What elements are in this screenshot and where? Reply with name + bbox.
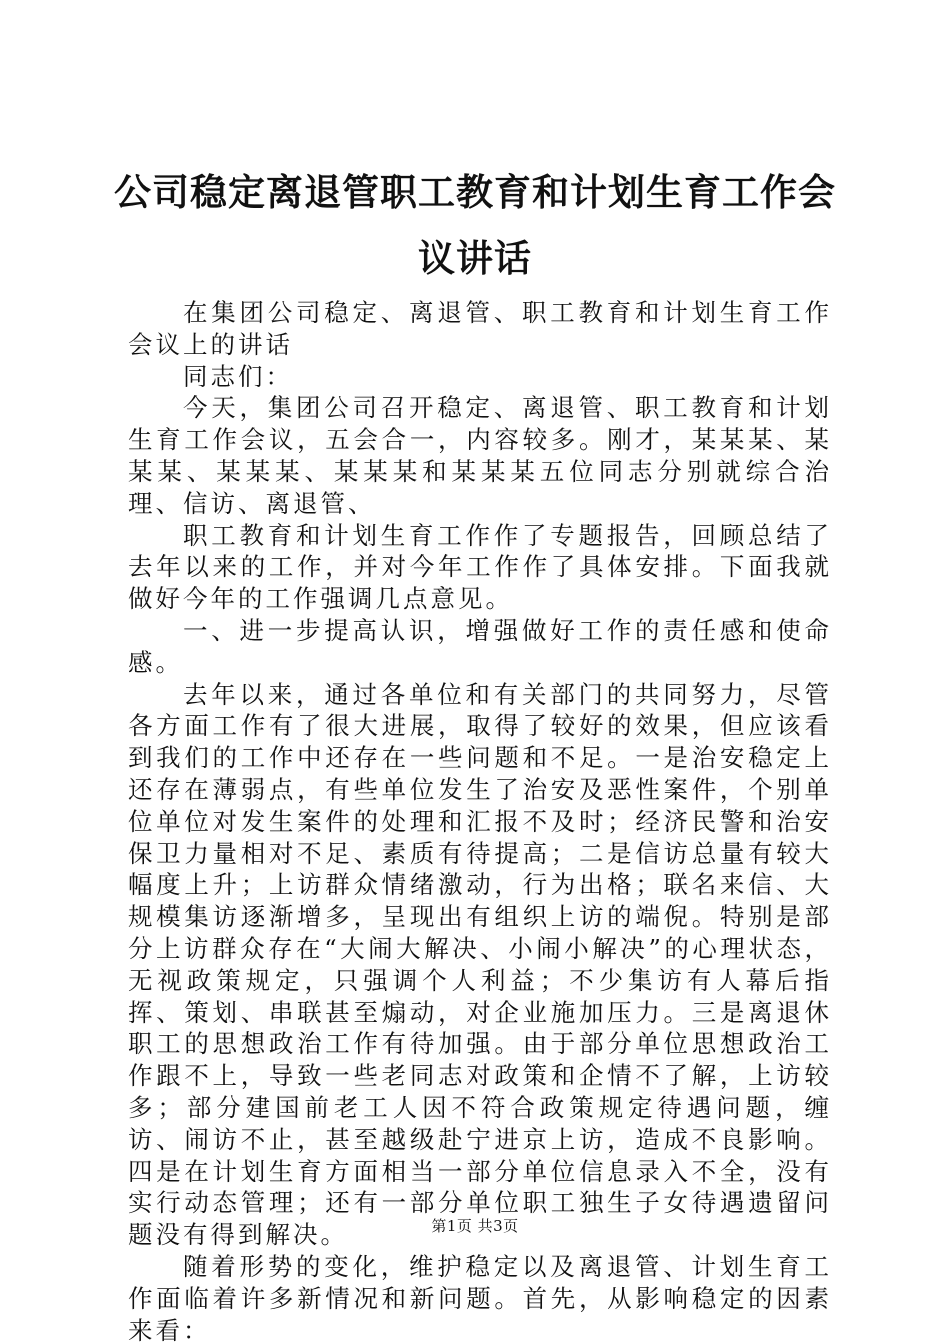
document-body	[128, 297, 832, 1344]
paragraph-reports: 职工教育和计划生育工作作了专题报告，回顾总结了去年以来的工作，并对今年工作作了具体安排。下面我就做好今年的工作强调几点意见。	[128, 520, 832, 614]
page-footer: 第1页 共3页	[431, 1217, 519, 1235]
paragraph-subtitle: 在集团公司稳定、离退管、职工教育和计划生育工作会议上的讲话	[128, 298, 832, 359]
paragraph-problems: 去年以来，通过各单位和有关部门的共同努力，尽管各方面工作有了很大进展，取得了较好的效果，但应该看到我们的工作中还存在一些问题和不足。一是治安稳定上还存在薄弱点，有些单位发生了治安及恶性案件，个别单位单位对发生案件的处理和汇报不及时；经济民警和治安保卫力量相对不足、素质有待提高；二是信访总量有较大幅度上升；上访群众情绪激动，行为出格；联名来信、大规模集访逐渐增多，呈现出有组织上访的端倪。特别是部分上访群众存在“大闹大解决、小闹小解决”的心理状态，无视政策规定，只强调个人利益；不少集访有人幕后指挥、策划、串联甚至煽动，对企业施加压力。三是离退休职工的思想政治工作有待加强。由于部分单位思想政治工作跟不上，导致一些老同志对政策和企情不了解，上访较多；部分建国前老工人因不符合政策规定待遇问题，缠访、闹访不止，甚至越级赴宁进京上访，造成不良影响。四是在计划生育方面相当一部分单位信息录入不全，没有实行动态管理；还有一部分单位职工独生子女待遇遗留问题没有得到解决。	[128, 679, 832, 1250]
paragraph-situation: 随着形势的变化，维护稳定以及离退管、计划生育工作面临着许多新情况和新问题。首先，从影响稳定的因素来看：	[128, 1251, 832, 1344]
paragraph-intro: 今天，集团公司召开稳定、离退管、职工教育和计划生育工作会议，五会合一，内容较多。刚才，某某某、某某某、某某某、某某某和某某某五位同志分别就综合治理、信访、离退管、	[128, 393, 832, 518]
document-title: 公司稳定离退管职工教育和计划生育工作会议讲话	[114, 171, 836, 280]
paragraph-salutation: 同志们：	[183, 361, 293, 391]
section-heading-1: 一、进一步提高认识，增强做好工作的责任感和使命感。	[128, 615, 832, 677]
